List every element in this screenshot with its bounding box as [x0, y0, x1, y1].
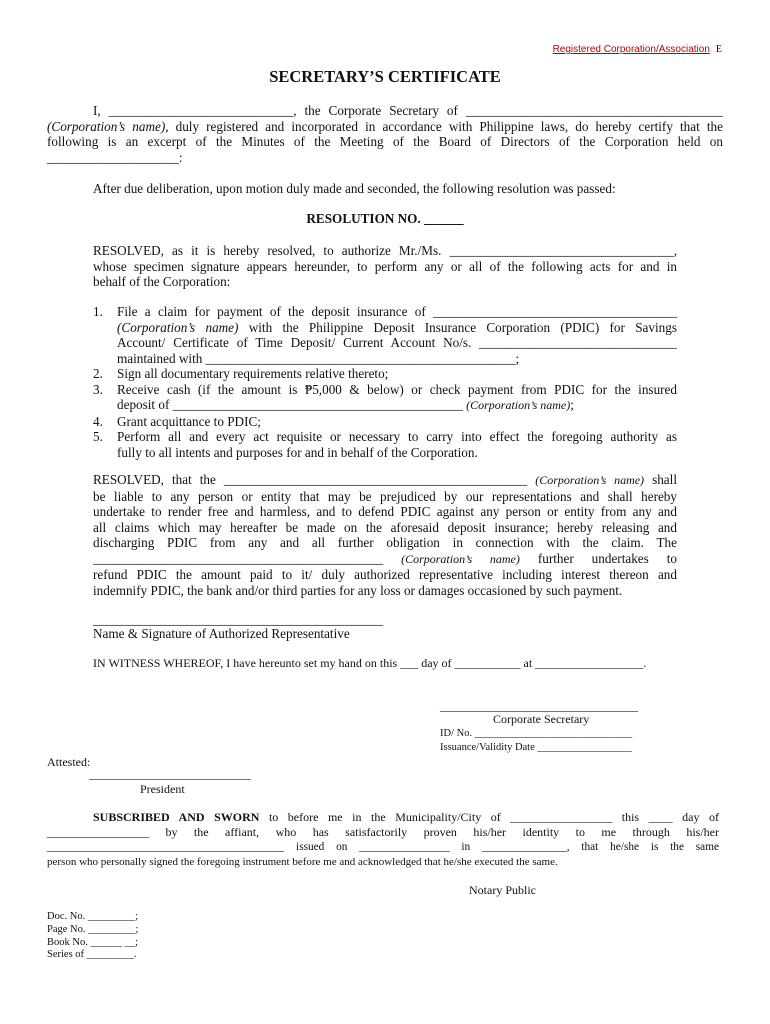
jurat-line: [47, 810, 719, 825]
representative-signature-line[interactable]: ____________________________________________: [93, 612, 384, 627]
list-text: ;: [570, 397, 574, 412]
list-text: with the Philippine Deposit Insurance Corporation (PDIC) for Savings: [238, 319, 677, 335]
representative-signature-label: Name & Signature of Authorized Representative: [93, 626, 350, 641]
resolution-heading: RESOLUTION NO. ______: [306, 211, 464, 226]
secretary-id-field[interactable]: ID/ No. ______________________________: [440, 728, 633, 739]
list-line: maintained with _______________________________________________;: [117, 350, 520, 366]
secretary-label: Corporate Secretary: [493, 712, 590, 726]
registered-corporation-tag[interactable]: Registered Corporation/Association: [552, 44, 710, 55]
resolution-authorize: [93, 243, 677, 290]
intro-line: [47, 119, 723, 135]
form-code: E: [715, 44, 722, 55]
series-field[interactable]: Series of _________.: [47, 949, 137, 961]
resolution-line: behalf of the Corporation:: [93, 274, 231, 289]
resolution-line: be liable to any person or entity that may be prejudiced by our representations and shall hereby: [93, 488, 677, 504]
resolution-line: undertake to render free and harmless, and to defend PDIC against any person or entity from any and: [93, 504, 677, 519]
president-signature-line[interactable]: ___________________________: [89, 767, 251, 781]
list-line: File a claim for payment of the deposit insurance of _____________________________________: [117, 304, 677, 319]
jurat-text: to before me in the Municipality/City of _________________ this ____ day of: [259, 810, 719, 824]
deliberation-text: After due deliberation, upon motion duly made and seconded, the following resolution was passed:: [93, 181, 616, 196]
jurat-line: __________________________________________ issued on ________________ in _______________, that he/she is the same: [47, 841, 719, 853]
doc-reference-block: [47, 911, 138, 962]
jurat-paragraph: [47, 810, 719, 870]
list-item: [93, 382, 677, 414]
list-item: [93, 429, 677, 460]
corporation-name-hint: (Corporation’s name): [117, 319, 239, 335]
intro-line: following is an excerpt of the Minutes of the Meeting of the Board of Directors of the Corporation held on: [47, 134, 723, 149]
acts-list: [93, 304, 677, 460]
resolution-line: whose specimen signature appears hereunder, to perform any or all of the following acts for and in: [93, 258, 677, 274]
list-number: 4.: [93, 413, 103, 429]
attested-label: Attested:: [47, 755, 91, 769]
intro-line: ____________________:: [47, 149, 183, 165]
list-line: [117, 320, 677, 336]
doc-number-field[interactable]: Doc. No. _________;: [47, 911, 138, 922]
page-number-field[interactable]: Page No. _________;: [47, 923, 139, 935]
resolution-line: refund PDIC the amount paid to it/ duly authorized representative including interest thereon and: [93, 567, 677, 582]
resolution-line: indemnify PDIC, the bank and/or third parties for any loss or damages occasioned by such payment.: [93, 582, 623, 598]
list-item: [93, 304, 677, 366]
list-item: [93, 366, 677, 382]
corporation-name-hint: (Corporation’s name): [466, 398, 571, 412]
list-item: [93, 414, 677, 430]
secretary-issuance-field[interactable]: Issuance/Validity Date __________________: [440, 742, 632, 753]
list-number: 3.: [93, 381, 103, 397]
resolution-text: further undertakes to: [519, 550, 678, 566]
notary-public-label: Notary Public: [469, 883, 536, 897]
list-line: Perform all and every act requisite or necessary to carry into effect the foregoing authority as: [117, 429, 677, 444]
corporation-name-hint: (Corporation’s name): [535, 473, 645, 487]
subscribed-sworn: SUBSCRIBED AND SWORN: [93, 810, 260, 824]
list-line: Account/ Certificate of Time Deposit/ Current Account No/s. ______________________________: [117, 335, 677, 350]
list-line: [117, 397, 677, 414]
secretary-signature-line[interactable]: _________________________________: [440, 699, 638, 713]
resolution-line: [93, 551, 677, 568]
list-line: fully to all intents and purposes for and in behalf of the Corporation.: [117, 444, 478, 460]
book-number-field[interactable]: Book No. ______ __;: [47, 936, 139, 948]
corporation-name-hint: (Corporation’s name): [47, 118, 166, 134]
resolution-line: RESOLVED, as it is hereby resolved, to authorize Mr./Ms. __________________________________,: [93, 243, 677, 258]
resolution-line: all claims which may hereafter be made on the aforesaid deposit insurance; hereby releasing and: [93, 519, 677, 535]
resolution-line: discharging PDIC from any and all further obligation in connection with the claim. The: [93, 535, 677, 550]
jurat-line: person who personally signed the foregoing instrument before me and acknowledged that he/she executed the same.: [47, 856, 558, 868]
resolution-text: ____________________________________________: [93, 550, 402, 566]
list-text: deposit of ____________________________________________: [117, 397, 467, 412]
jurat-line: _________________ by the affiant, who has satisfactorily proven his/her identity to me through his/her: [47, 825, 719, 839]
resolution-text: RESOLVED, that the ______________________________________________: [93, 472, 536, 487]
resolution-text: shall: [644, 472, 677, 487]
corporation-name-hint: (Corporation’s name): [401, 551, 520, 566]
list-line: Receive cash (if the amount is ₱5,000 & below) or check payment from PDIC for the insured: [117, 381, 677, 397]
list-number: 2.: [93, 366, 103, 381]
document-title: SECRETARY’S CERTIFICATE: [269, 67, 501, 86]
resolution-line: [93, 472, 677, 489]
list-line: Grant acquittance to PDIC;: [117, 413, 261, 429]
intro-paragraph: [47, 103, 723, 165]
list-number: 1.: [93, 304, 103, 319]
list-number: 5.: [93, 429, 103, 444]
list-line: Sign all documentary requirements relative thereto;: [117, 366, 389, 381]
witness-clause: IN WITNESS WHEREOF, I have hereunto set my hand on this ___ day of ___________ at __________________.: [93, 656, 647, 670]
form-header: [553, 44, 722, 55]
intro-text: , duly registered and incorporated in accordance with Philippine laws, do hereby certify that the: [165, 118, 723, 134]
resolution-liability: [93, 472, 677, 598]
president-label: President: [140, 782, 185, 796]
intro-line: I, ____________________________, the Corporate Secretary of _______________________________________: [93, 103, 723, 118]
